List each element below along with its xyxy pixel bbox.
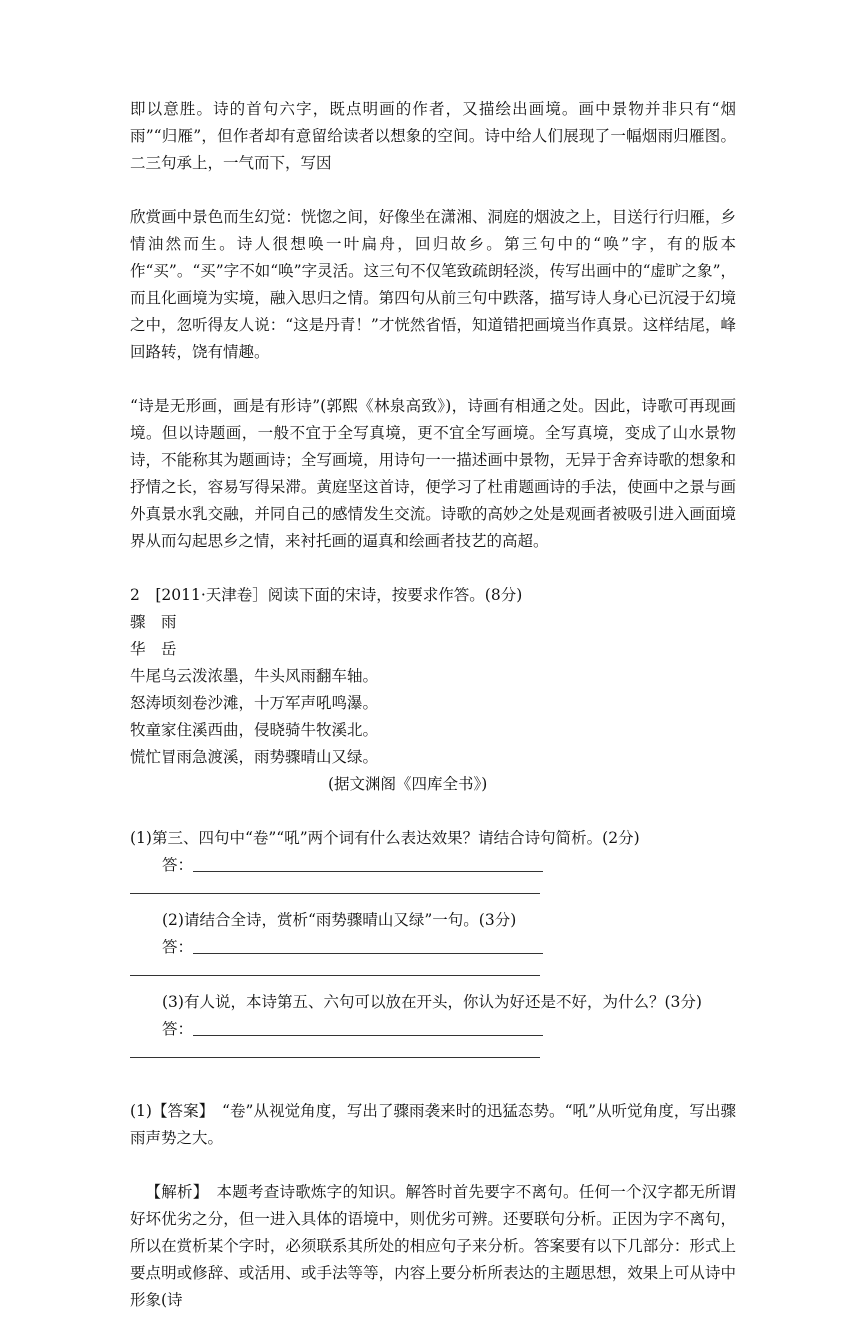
poem-title: 骤 雨 — [130, 613, 177, 631]
poem-line: 慌忙冒雨急渡溪，雨势骤晴山又绿。 — [130, 748, 379, 766]
answer-blank[interactable] — [193, 937, 543, 954]
poem-line: 牛尾乌云泼浓墨，牛头风雨翻车轴。 — [130, 667, 379, 685]
answer-text: (1)【答案】 “卷”从视觉角度，写出了骤雨袭来时的迅猛态势。“吼”从听觉角度，写出骤雨声势之大。 — [130, 1102, 736, 1147]
paragraph-3: “诗是无形画，画是有形诗”(郭熙《林泉高致》)，诗画有相通之处。因此，诗歌可再现画境。但以诗题画，一般不宜于全写真境，更不宜全写画境。全写真境，变成了山水景物诗，不能称其为题画诗；全写画境，用诗句一一描述画中景物，无异于舍弃诗歌的想象和抒情之长，容易写得呆滞。黄庭坚这首诗，便学习了杜甫题画诗的手法，使画中之景与画外真景水乳交融，并同自己的感情发生交流。诗歌的高妙之处是观画者被吸引进入画面境界从而勾起思乡之情，来衬托画的逼真和绘画者技艺的高超。 — [130, 397, 736, 550]
paragraph-2: 欣赏画中景色而生幻觉：恍惚之间，好像坐在潇湘、洞庭的烟波之上，目送行行归雁，乡情油然而生。诗人很想唤一叶扁舟，回归故乡。第三句中的“唤”字，有的版本作“买”。“买”字不如“唤”字灵活。这三句不仅笔致疏朗轻淡，传写出画中的“虚旷之象”，而且化画境为实境，融入思归之情。第四句从前三句中跌落，描写诗人身心已沉浸于幻境之中，忽听得友人说：“这是丹青！”才恍然省悟，知道错把画境当作真景。这样结尾，峰回路转，饶有情趣。 — [130, 208, 736, 361]
sub-question-3: (3)有人说，本诗第五、六句可以放在开头，你认为好还是不好，为什么？(3分) — [162, 993, 702, 1011]
question-block — [130, 582, 736, 1058]
answer-row — [130, 852, 736, 879]
answer-blank-line[interactable] — [130, 1043, 540, 1058]
answer-row — [130, 934, 736, 961]
document-page — [130, 96, 736, 1341]
poem-author: 华 岳 — [130, 640, 177, 658]
answer-blank[interactable] — [193, 1019, 543, 1036]
sub-question-2: (2)请结合全诗，赏析“雨势骤晴山又绿”一句。(3分) — [162, 911, 517, 929]
paragraph-1: 即以意胜。诗的首句六字，既点明画的作者，又描绘出画境。画中景物并非只有“烟雨”“归雁”，但作者却有意留给读者以想象的空间。诗中给人们展现了一幅烟雨归雁图。二三句承上，一气而下，写因 — [130, 100, 736, 172]
question-header: 2 [2011·天津卷］阅读下面的宋诗，按要求作答。(8分) — [130, 586, 523, 604]
answer-label: 答： — [162, 1020, 194, 1038]
answer-blank[interactable] — [193, 855, 543, 872]
poem-source: (据文渊阁《四库全书》) — [328, 775, 488, 793]
answer-label: 答： — [162, 938, 194, 956]
answer-blank-line[interactable] — [130, 879, 540, 894]
poem-line: 怒涛顷刻卷沙滩，十万军声吼鸣瀑。 — [130, 694, 379, 712]
answer-label: 答： — [162, 856, 194, 874]
analysis-text: 【解析】 本题考查诗歌炼字的知识。解答时首先要字不离句。任何一个汉字都无所谓好坏优劣之分，但一进入具体的语境中，则优劣可辨。还要联句分析。正因为字不离句，所以在赏析某个字时，必须联系其所处的相应句子来分析。答案要有以下几部分：形式上要点明或修辞、或活用、或手法等等，内容上要分析所表达的主题思想，效果上可从诗中形象(诗 — [130, 1183, 736, 1309]
answer-blank-line[interactable] — [130, 961, 540, 976]
sub-question-1: (1)第三、四句中“卷”“吼”两个词有什么表达效果？请结合诗句简析。(2分) — [130, 829, 640, 847]
poem-line: 牧童家住溪西曲，侵晓骑牛牧溪北。 — [130, 721, 379, 739]
answer-row — [130, 1016, 736, 1043]
